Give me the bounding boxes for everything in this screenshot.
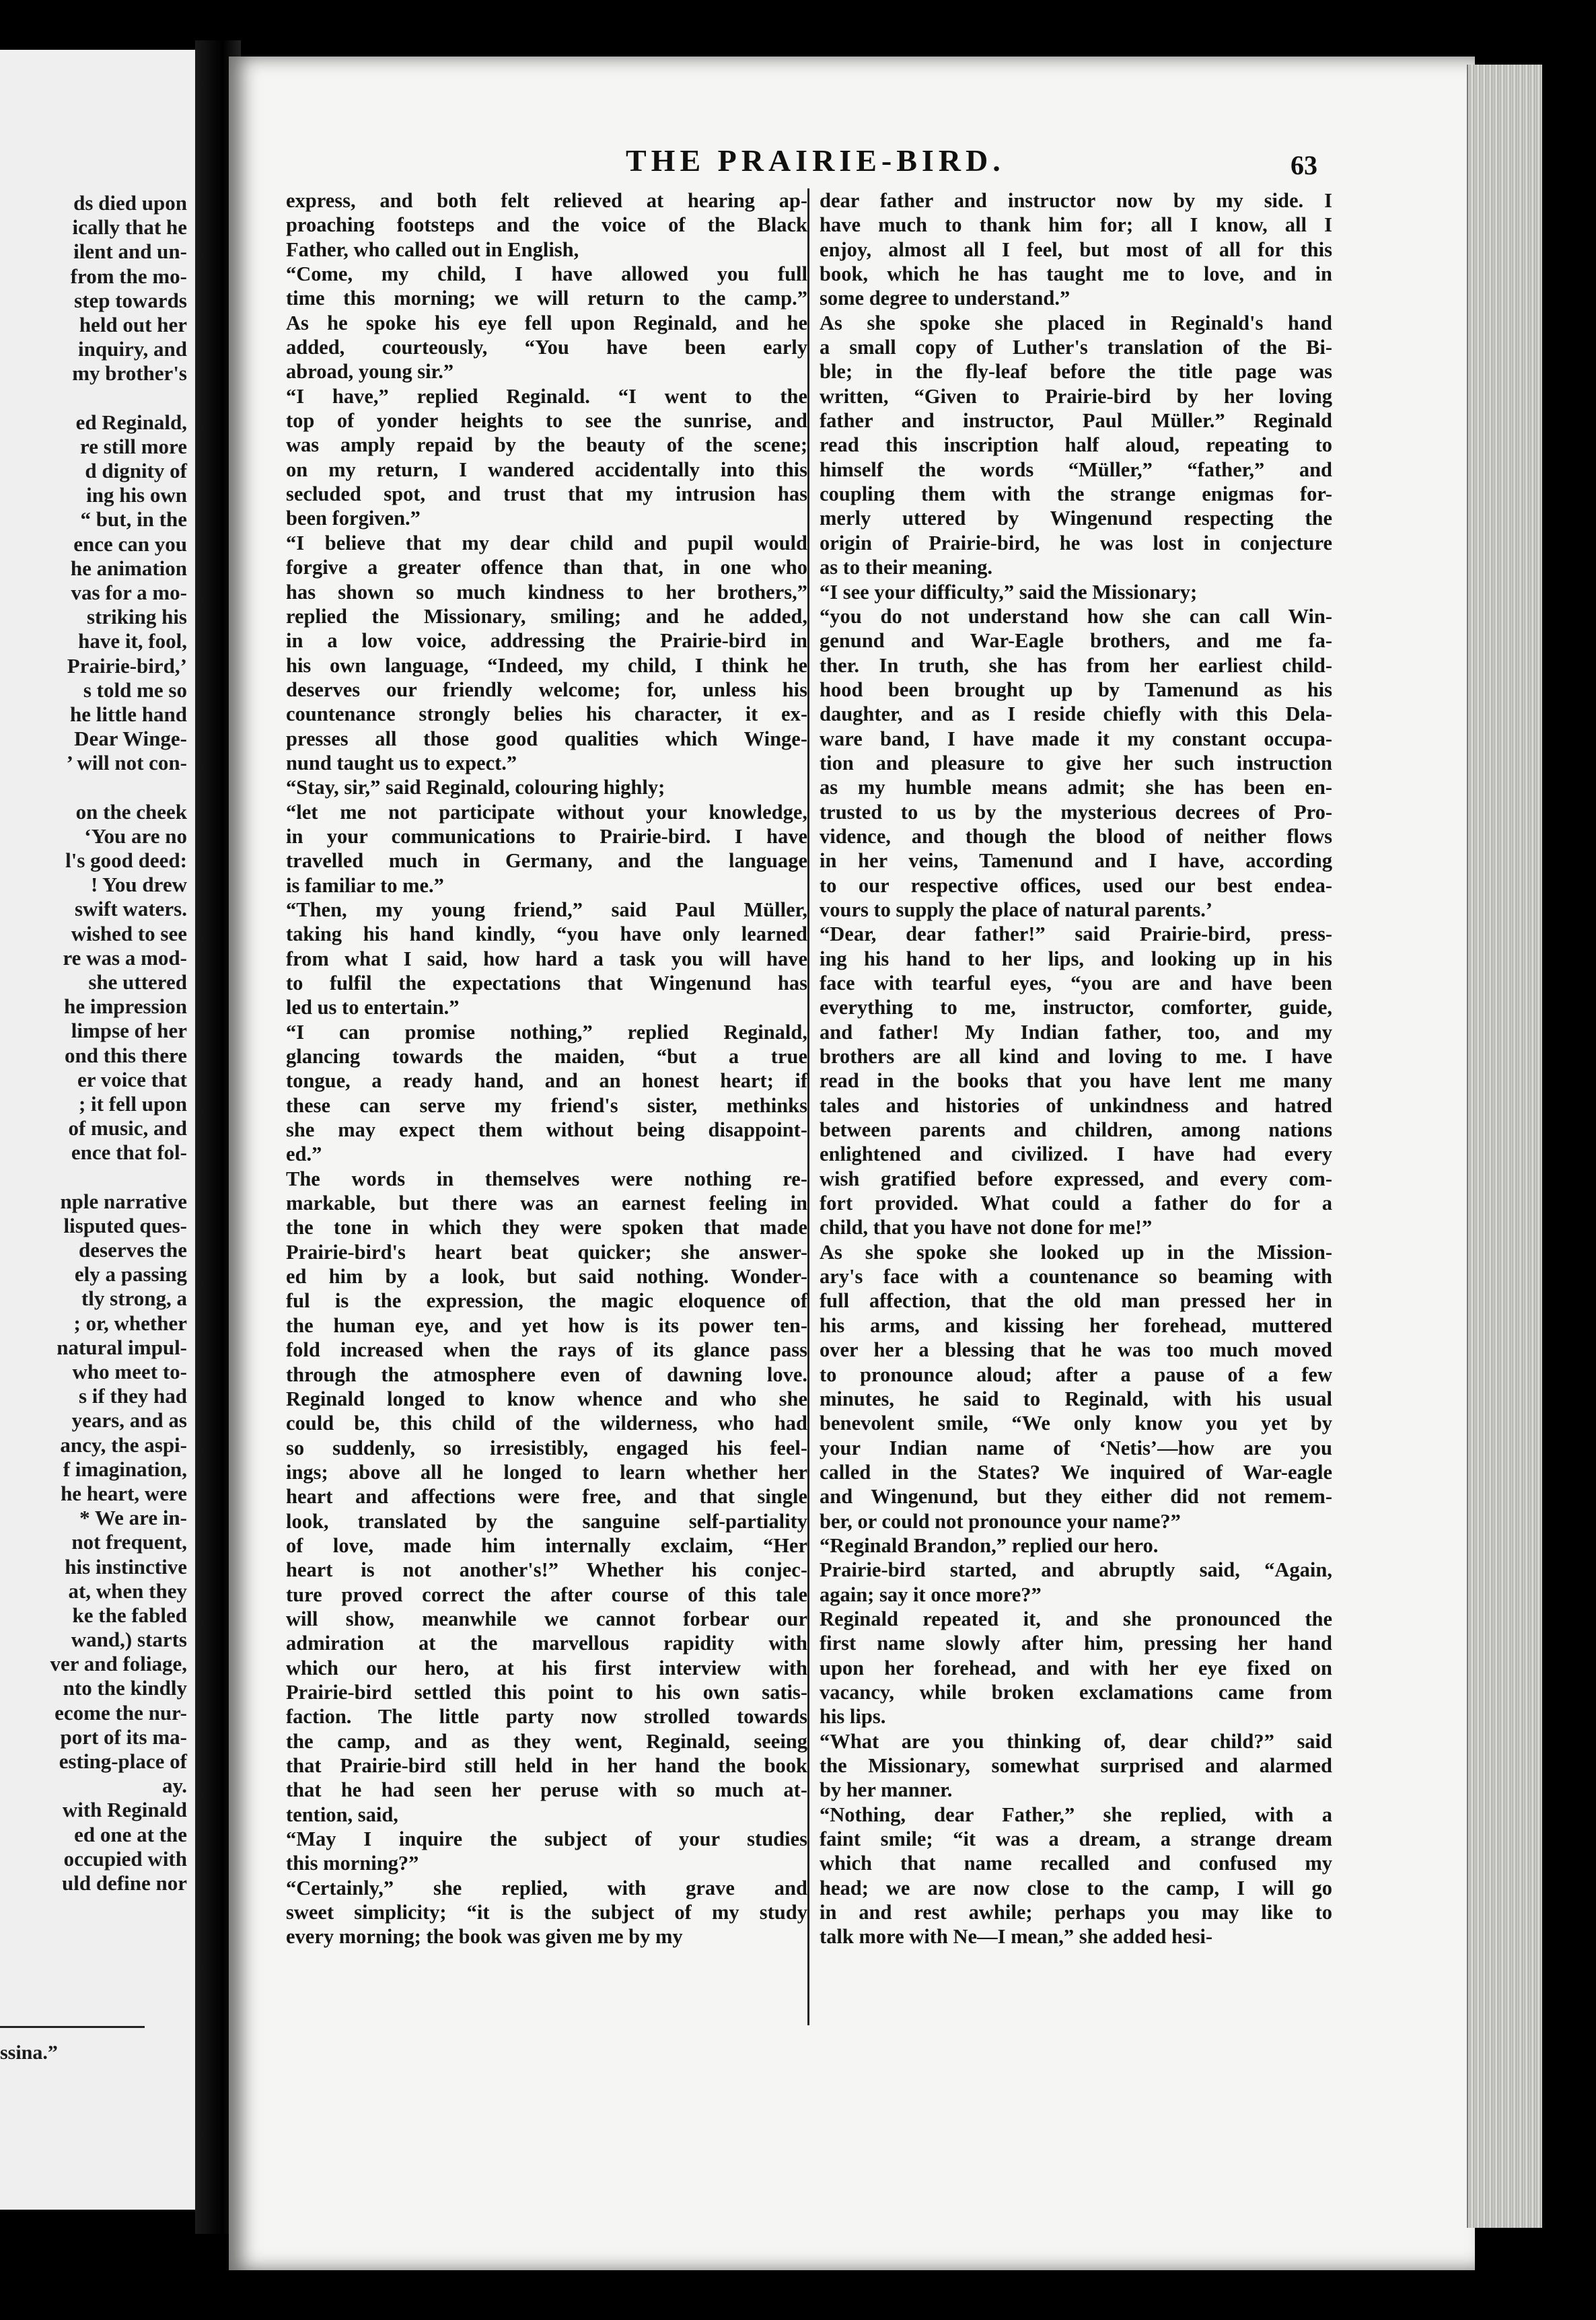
text-line: his arms, and kissing her forehead, muttered [820,1313,1332,1337]
text-line: ary's face with a countenance so beaming with [820,1265,1332,1289]
text-line: as my humble means admit; she has been en- [820,776,1332,799]
text-line: been forgiven.” [286,507,421,530]
text-line: dear father and instructor now by my side. I [820,189,1332,212]
text-line: “I have,” replied Reginald. “I went to the [286,384,807,408]
text-line: tion and pleasure to give her such instruction [820,751,1332,774]
text-line: coupling them with the strange enigmas for- [820,482,1332,506]
text-line: so suddenly, so irresistibly, engaged his feel- [286,1436,807,1459]
facing-page-line: uld define nor [61,1871,187,1895]
text-line: “Nothing, dear Father,” she replied, with a [820,1803,1332,1826]
text-line: in a low voice, addressing the Prairie-bird in [286,629,807,653]
text-line: Prairie-bird's heart beat quicker; she answer- [286,1240,807,1264]
text-line: this morning?” [286,1852,419,1875]
text-line: was amply repaid by the beauty of the scene; [286,433,807,457]
text-line: talk more with Ne—I mean,” she added hesi- [820,1925,1213,1949]
text-line: ings; above all he longed to learn whether her [286,1460,807,1484]
text-line: from what I said, how hard a task you will have [286,947,807,970]
text-line: merly uttered by Wingenund respecting the [820,507,1332,530]
text-line: trusted to us by the mysterious decrees of Pro- [820,800,1332,824]
text-line: origin of Prairie-bird, he was lost in conjecture [820,531,1332,554]
facing-page-line: my brother's [72,361,187,386]
text-line: As she spoke she placed in Reginald's hand [820,311,1332,334]
text-line: through the atmosphere even of dawning love. [286,1363,807,1386]
text-line: travelled much in Germany, and the language [286,849,807,873]
facing-page-line: occupied with [63,1846,187,1871]
text-line: tongue, a ready hand, and an honest heart; if [286,1069,807,1093]
text-line: faction. The little party now strolled towards [286,1705,807,1729]
facing-page-line: port of its ma- [60,1725,187,1749]
text-line: again; say it once more?” [820,1583,1042,1606]
text-line: enjoy, almost all I feel, but most of all for this [820,238,1332,261]
text-line: abroad, young sir.” [286,360,454,384]
text-line: first name slowly after him, pressing her hand [820,1632,1332,1655]
text-line: by her manner. [820,1778,953,1802]
text-column-right [820,188,1332,1949]
text-line: “Then, my young friend,” said Paul Müller, [286,898,807,921]
text-line: tales and histories of unkindness and hatred [820,1093,1332,1117]
facing-page-line: d dignity of [85,459,187,483]
text-line: As she spoke she looked up in the Mission- [820,1240,1332,1264]
facing-page-line: he little hand [70,702,187,726]
text-line: every morning; the book was given me by my [286,1925,683,1949]
facing-page-line: limpse of her [71,1019,187,1043]
text-line: enlightened and civilized. I have had every [820,1143,1332,1166]
facing-page-line: s told me so [83,678,187,702]
facing-page-footnote: ssina.” [0,2041,58,2064]
text-line: minutes, he said to Reginald, with his usual [820,1387,1332,1410]
text-line: over her a blessing that he was too much moved [820,1338,1332,1362]
facing-page-line: ely a passing [74,1262,187,1286]
facing-page [0,50,195,2210]
facing-page-line: he heart, were [61,1481,187,1505]
text-line: father and instructor, Paul Müller.” Reginald [820,409,1332,433]
text-line: full affection, that the old man pressed her in [820,1289,1332,1313]
text-line: “I believe that my dear child and pupil would [286,531,807,554]
text-line: Reginald longed to know whence and who she [286,1387,807,1410]
text-line: heart and affections were free, and that single [286,1485,807,1509]
text-line: faint smile; “it was a dream, a strange dream [820,1827,1332,1851]
facing-page-line: f imagination, [63,1457,187,1481]
facing-page-line: swift waters. [74,897,187,921]
facing-page-line: Prairie-bird,’ [67,653,187,678]
text-line: vidence, and though the blood of neither flows [820,824,1332,848]
facing-page-line: ay. [161,1774,187,1798]
facing-page-line: ‘You are no [84,824,187,848]
facing-page-line: with Reginald [62,1798,187,1822]
text-line: some degree to understand.” [820,287,1071,310]
text-line: express, and both felt relieved at hearing ap- [286,189,807,212]
text-line: could be, this child of the wilderness, who had [286,1412,807,1435]
text-line: genund and War-Eagle brothers, and me fa- [820,629,1332,653]
facing-page-line: re still more [80,434,187,458]
facing-page-line: * We are in- [79,1506,187,1530]
text-line: between parents and children, among nations [820,1118,1332,1142]
text-line: look, translated by the sanguine self-partiality [286,1509,807,1533]
text-line: “I can promise nothing,” replied Reginald, [286,1020,807,1044]
text-line: fort provided. What could a father do for a [820,1192,1332,1215]
facing-page-line: on the cheek [75,799,187,824]
text-line: has shown so much kindness to her brothers,” [286,580,807,604]
text-line: Reginald repeated it, and she pronounced the [820,1607,1332,1630]
text-line: read in the books that you have lent me many [820,1069,1332,1093]
facing-page-line: inquiry, and [78,337,187,361]
text-line: Prairie-bird settled this point to his own satis- [286,1680,807,1704]
text-line: nund taught us to expect.” [286,751,517,774]
text-line: ber, or could not pronounce your name?” [820,1509,1181,1533]
text-line: these can serve my friend's sister, methinks [286,1093,807,1117]
facing-page-line: ; or, whether [73,1311,187,1335]
text-line: ble; in the fly-leaf before the title page was [820,360,1332,384]
facing-page-text [0,191,190,1895]
text-line: which our hero, at his first interview with [286,1656,807,1679]
facing-page-line: wished to see [71,921,187,945]
page-number: 63 [1291,150,1317,180]
text-line: Prairie-bird started, and abruptly said, “Again, [820,1558,1332,1582]
text-line: “Stay, sir,” said Reginald, colouring highly; [286,776,665,799]
facing-page-line: ence can you [73,532,187,556]
text-line: glancing towards the maiden, “but a true [286,1045,807,1068]
text-line: child, that you have not done for me!” [820,1216,1153,1239]
text-line: and father! My Indian father, too, and my [820,1020,1332,1044]
facing-page-line: re was a mod- [63,945,187,970]
text-line: brothers are all kind and loving to me. I have [820,1045,1332,1068]
text-line: added, courteously, “You have been early [286,336,807,359]
facing-page-line: l's good deed: [65,848,187,873]
facing-page-line: Dear Winge- [74,727,187,751]
text-line: ther. In truth, she has from her earliest child- [820,653,1332,677]
text-line: sweet simplicity; “it is the subject of my study [286,1901,807,1924]
facing-page-line: ke the fabled [72,1603,187,1627]
text-line: time this morning; we will return to the camp.” [286,287,807,310]
text-line: “Come, my child, I have allowed you full [286,262,807,286]
text-line: vours to supply the place of natural parents.’ [820,898,1213,921]
text-line: benevolent smile, “We only know you yet by [820,1412,1332,1435]
text-line: have much to thank him for; all I know, all I [820,213,1332,237]
facing-page-line: striking his [86,605,187,629]
text-line: she may expect them without being disappoint- [286,1118,807,1142]
text-line: “let me not participate without your knowledge, [286,800,807,824]
text-line: book, which he has taught me to love, and in [820,262,1332,286]
text-line: secluded spot, and trust that my intrusion has [286,482,807,506]
facing-page-line: he impression [64,994,187,1019]
text-line: daughter, and as I reside chiefly with this Dela- [820,702,1332,726]
facing-page-line: held out her [79,312,187,336]
text-line: ture proved correct the after course of this tale [286,1583,807,1606]
text-line: “you do not understand how she can call Win- [820,604,1332,628]
text-line: in her veins, Tamenund and I have, according [820,849,1332,873]
text-line: presses all those good qualities which Winge- [286,727,807,750]
text-line: which that name recalled and confused my [820,1852,1332,1875]
facing-page-line: ! You drew [91,873,187,897]
text-line: the tone in which they were spoken that made [286,1216,807,1239]
text-column-left [286,188,807,1949]
facing-page-line: ed one at the [74,1822,187,1846]
facing-page-line: who meet to- [72,1360,187,1383]
facing-page-line: er voice that [77,1067,187,1091]
text-line: admiration at the marvellous rapidity with [286,1632,807,1655]
facing-page-line: from the mo- [70,264,187,288]
text-line: will show, meanwhile we cannot forbear our [286,1607,807,1630]
text-line: hood been brought up by Tamenund as his [820,678,1332,701]
facing-page-line [0,776,190,800]
text-line: in and rest awhile; perhaps you may like to [820,1901,1332,1924]
text-line: that Prairie-bird still held in her hand the book [286,1754,807,1777]
text-line: Father, who called out in English, [286,238,579,261]
text-line: is familiar to me.” [286,873,444,897]
facing-page-line: deserves the [79,1238,187,1262]
text-line: ful is the expression, the magic eloquence of [286,1289,807,1313]
facing-page-line: ence that fol- [71,1140,187,1165]
text-line: everything to me, instructor, comforter, guide, [820,996,1332,1019]
facing-page-line: natural impul- [57,1335,187,1359]
text-line: As he spoke his eye fell upon Reginald, and he [286,311,807,334]
text-line: “Dear, dear father!” said Prairie-bird, press- [820,922,1332,946]
footnote-rule [0,2026,145,2028]
text-line: countenance strongly belies his character, it ex- [286,702,807,726]
text-line: ed him by a look, but said nothing. Wonder- [286,1265,807,1289]
facing-page-line: wand,) starts [71,1628,187,1652]
text-line: replied the Missionary, smiling; and he added, [286,604,807,628]
facing-page-line: “ but, in the [80,507,187,532]
text-line: your Indian name of ‘Netis’—how are you [820,1436,1332,1459]
facing-page-line: have it, fool, [78,629,187,653]
page-edges [1467,65,1542,2228]
facing-page-line: not frequent, [71,1530,187,1554]
facing-page-line: his instinctive [65,1554,187,1579]
text-line: as to their meaning. [820,556,992,579]
text-line: written, “Given to Prairie-bird by her loving [820,384,1332,408]
facing-page-line: ond this there [64,1043,187,1067]
text-line: a small copy of Luther's translation of the Bi- [820,336,1332,359]
facing-page-line: step towards [74,288,187,312]
text-line: heart is not another's!” Whether his conjec- [286,1558,807,1582]
text-line: vacancy, while broken exclamations came from [820,1680,1332,1704]
facing-page-line: nple narrative [60,1189,187,1213]
facing-page-line: tly strong, a [81,1286,187,1311]
text-line: wish gratified before expressed, and every com- [820,1167,1332,1190]
facing-page-line: ds died upon [73,191,187,215]
text-line: upon her forehead, and with her eye fixed on [820,1656,1332,1679]
facing-page-line: esting-place of [59,1749,187,1773]
text-line: tention, said, [286,1803,398,1826]
text-line: forgive a greater offence than that, in one who [286,556,807,579]
text-line: his lips. [820,1705,886,1729]
facing-page-line: at, when they [68,1579,187,1603]
column-rule [807,188,809,2025]
text-line: face with tearful eyes, “you are and have been [820,972,1332,994]
facing-page-line: of music, and [68,1116,187,1140]
text-line: that he had seen her peruse with so much at- [286,1778,807,1802]
text-line: “I see your difficulty,” said the Missionary; [820,580,1198,604]
text-line: proaching footsteps and the voice of the Black [286,213,807,237]
facing-page-line: ’ will not con- [66,751,187,775]
facing-page-line: she uttered [88,970,187,994]
facing-page-line: ecome the nur- [55,1700,187,1725]
text-line: led us to entertain.” [286,996,460,1019]
facing-page-line: s if they had [78,1384,187,1408]
facing-page-line: ver and foliage, [50,1652,187,1676]
facing-page-line: he animation [70,556,187,580]
running-head: THE PRAIRIE-BIRD. [626,143,1005,178]
facing-page-line: ing his own [86,483,187,507]
text-line: markable, but there was an earnest feeling in [286,1192,807,1215]
facing-page-line: nto the kindly [63,1676,187,1700]
text-line: called in the States? We inquired of War-eagle [820,1460,1332,1484]
text-line: the human eye, and yet how is its power ten- [286,1313,807,1337]
text-line: the camp, and as they went, Reginald, seeing [286,1729,807,1753]
text-line: to our respective offices, used our best endea- [820,873,1332,897]
text-line: head; we are now close to the camp, I will go [820,1876,1332,1899]
text-line: to pronounce aloud; after a pause of a few [820,1363,1332,1386]
text-line: ed.” [286,1143,322,1166]
text-line: top of yonder heights to see the sunrise, and [286,409,807,433]
text-line: taking his hand kindly, “you have only learned [286,922,807,946]
text-line: ware band, I have made it my constant occupa- [820,727,1332,750]
text-line: his own language, “Indeed, my child, I think he [286,653,807,677]
facing-page-line: lisputed ques- [63,1213,187,1237]
text-line: “May I inquire the subject of your studies [286,1827,807,1851]
facing-page-line: ically that he [72,215,187,240]
facing-page-line: ed Reginald, [75,410,187,434]
text-line: of love, made him internally exclaim, “Her [286,1533,807,1557]
text-line: in your communications to Prairie-bird. I have [286,824,807,848]
facing-page-line: ancy, the aspi- [60,1433,187,1457]
text-line: and Wingenund, but they either did not remem- [820,1485,1332,1509]
text-line: himself the words “Müller,” “father,” and [820,458,1332,481]
text-line: “What are you thinking of, dear child?” said [820,1729,1332,1753]
text-line: “Reginald Brandon,” replied our hero. [820,1533,1159,1557]
text-line: “Certainly,” she replied, with grave and [286,1876,807,1899]
text-line: deserves our friendly welcome; for, unless his [286,678,807,701]
facing-page-line: years, and as [71,1408,187,1433]
facing-page-line: ; it fell upon [78,1091,187,1116]
text-line: read this inscription half aloud, repeating to [820,433,1332,457]
text-line: The words in themselves were nothing re- [286,1167,807,1190]
text-line: ing his hand to her lips, and looking up in his [820,947,1332,970]
text-line: the Missionary, somewhat surprised and alarmed [820,1754,1332,1777]
facing-page-line: ilent and un- [73,240,187,264]
facing-page-line [0,1165,190,1190]
text-line: on my return, I wandered accidentally into this [286,458,807,481]
text-line: fold increased when the rays of its glance pass [286,1338,807,1362]
text-line: to fulfil the expectations that Wingenund has [286,972,807,994]
facing-page-line [0,386,190,410]
facing-page-line: vas for a mo- [71,581,187,604]
